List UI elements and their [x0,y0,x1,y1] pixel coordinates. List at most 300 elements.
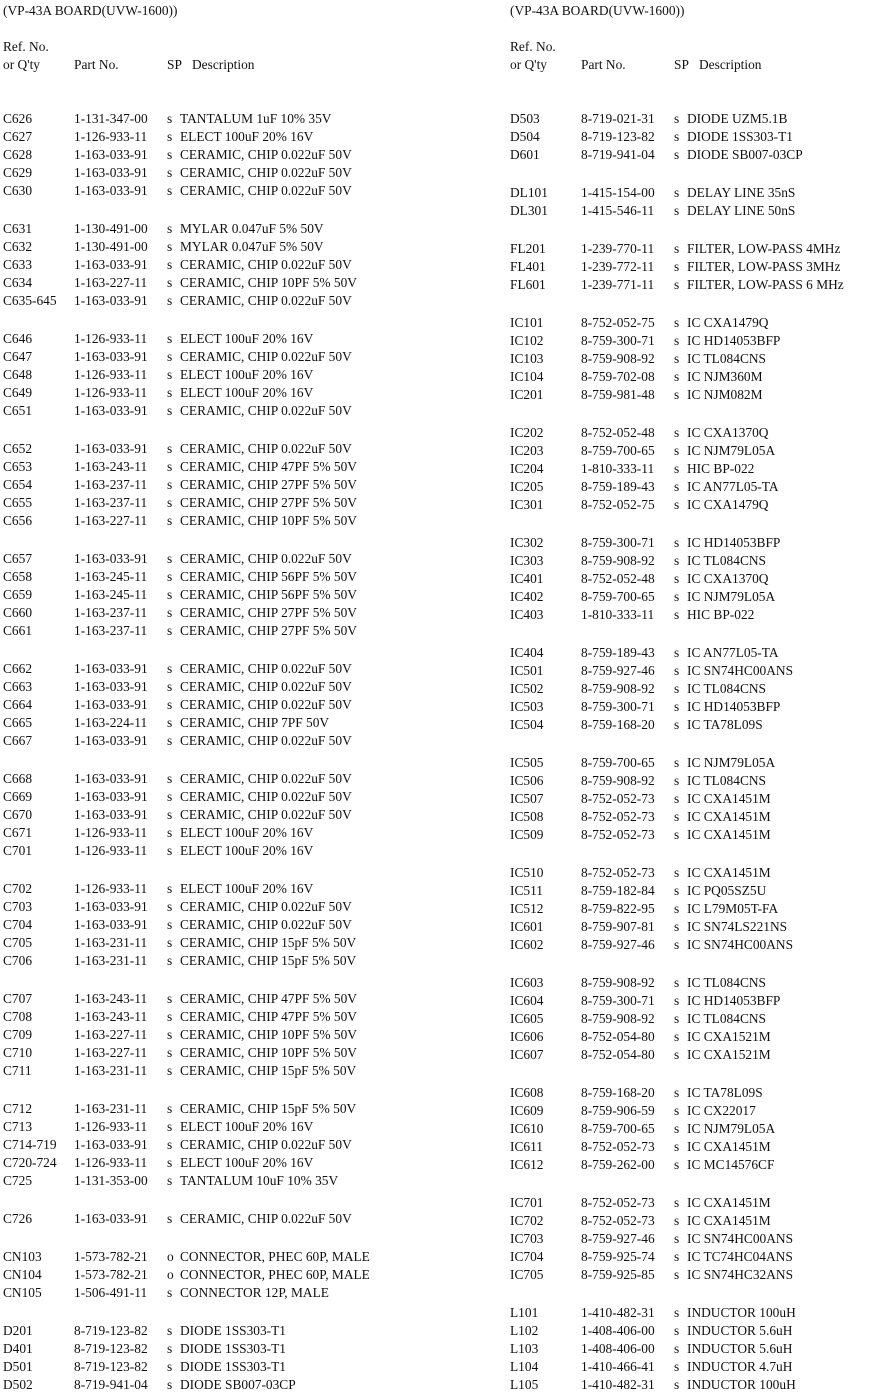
sp-code: s [167,771,173,786]
description: INDUCTOR 5.6uH [687,1323,793,1338]
description: CERAMIC, CHIP 27PF 5% 50V [180,623,357,638]
ref-no: IC103 [510,351,544,366]
ref-no: IC104 [510,369,544,384]
description: IC CXA1451M [687,827,771,842]
sp-code: s [674,1305,680,1320]
part-row [510,460,878,478]
ref-no: C725 [3,1173,33,1188]
sp-code: s [674,681,680,696]
part-row [510,680,878,698]
part-no: 8-759-822-95 [581,901,655,916]
part-no: 8-759-168-20 [581,717,655,732]
part-no: 1-163-033-91 [74,807,148,822]
part-row [3,1026,423,1044]
description: INDUCTOR 5.6uH [687,1341,793,1356]
part-no: 1-131-347-00 [74,111,148,126]
sp-code: s [167,697,173,712]
sp-code: s [674,1157,680,1172]
sp-code: s [167,441,173,456]
description: CERAMIC, CHIP 27PF 5% 50V [180,477,357,492]
part-row [510,644,878,662]
sp-code: s [674,937,680,952]
ref-no: IC601 [510,919,544,934]
ref-no: IC607 [510,1047,544,1062]
part-row [3,770,423,788]
sp-code: s [674,755,680,770]
part-no: 1-408-406-00 [581,1341,655,1356]
ref-no: L101 [510,1305,539,1320]
ref-no: C720-724 [3,1155,57,1170]
description: IC MC14576CF [687,1157,775,1172]
part-no: 8-759-168-20 [581,1085,655,1100]
description: IC NJM79L05A [687,755,776,770]
part-row [510,350,878,368]
sp-code: s [674,1121,680,1136]
sp-code: s [167,881,173,896]
sp-code: s [674,535,680,550]
ref-no: C633 [3,257,33,272]
sp-code: s [167,825,173,840]
part-row [510,1028,878,1046]
ref-no: C651 [3,403,33,418]
part-no: 8-752-054-80 [581,1029,655,1044]
part-row [3,1118,423,1136]
part-no: 1-415-546-11 [581,203,655,218]
part-row [3,182,423,200]
part-no: 1-126-933-11 [74,129,148,144]
ref-no: C706 [3,953,33,968]
part-no: 1-163-227-11 [74,513,148,528]
part-row [3,1136,423,1154]
part-row [3,1358,423,1376]
part-row [3,1008,423,1026]
ref-no: C646 [3,331,33,346]
part-row [3,476,423,494]
part-no: 1-163-033-91 [74,679,148,694]
part-row [3,622,423,640]
sp-code: s [674,553,680,568]
ref-no: C632 [3,239,33,254]
board-title: (VP-43A BOARD(UVW-1600)) [510,3,685,18]
sp-code: s [167,111,173,126]
ref-no: C631 [3,221,33,236]
ref-no: C649 [3,385,33,400]
description: CERAMIC, CHIP 0.022uF 50V [180,917,352,932]
ref-no: IC201 [510,387,544,402]
description: CERAMIC, CHIP 10PF 5% 50V [180,1045,357,1060]
part-no: 8-759-927-46 [581,937,655,952]
sp-code: s [167,1377,173,1392]
description: IC CXA1451M [687,1195,771,1210]
ref-no: IC501 [510,663,544,678]
part-no: 1-163-033-91 [74,183,148,198]
description: CERAMIC, CHIP 10PF 5% 50V [180,1027,357,1042]
ref-no: D501 [3,1359,33,1374]
description: MYLAR 0.047uF 5% 50V [180,239,324,254]
part-no: 1-163-033-91 [74,147,148,162]
ref-no: C701 [3,843,33,858]
part-no: 1-163-227-11 [74,1045,148,1060]
ref-no: IC401 [510,571,544,586]
sp-code: s [674,425,680,440]
ref-no: IC612 [510,1157,544,1172]
part-row [510,1156,878,1174]
part-no: 8-759-262-00 [581,1157,655,1172]
part-no: 1-130-491-00 [74,239,148,254]
part-no: 8-759-300-71 [581,993,655,1008]
sp-code: s [674,461,680,476]
sp-code: s [674,1139,680,1154]
sp-code: s [167,917,173,932]
part-no: 1-163-033-91 [74,403,148,418]
description: ELECT 100uF 20% 16V [180,385,314,400]
description: IC CX22017 [687,1103,756,1118]
part-row [510,1230,878,1248]
sp-code: s [674,919,680,934]
header-sp: SP [167,57,182,72]
description: DIODE SB007-03CP [180,1377,296,1392]
part-no: 8-752-052-73 [581,1195,655,1210]
part-no: 1-410-466-41 [581,1359,655,1374]
sp-code: s [674,277,680,292]
ref-no: C714-719 [3,1137,57,1152]
part-no: 8-752-052-73 [581,791,655,806]
sp-code: s [674,1377,680,1392]
part-no: 1-573-782-21 [74,1249,148,1264]
part-row [3,1266,423,1284]
sp-code: s [167,1359,173,1374]
ref-no: C662 [3,661,33,676]
part-row [3,898,423,916]
part-row [3,330,423,348]
description: CERAMIC, CHIP 0.022uF 50V [180,349,352,364]
description: IC CXA1479Q [687,315,769,330]
sp-code: s [167,1137,173,1152]
part-no: 1-163-243-11 [74,459,148,474]
description: CERAMIC, CHIP 7PF 50V [180,715,330,730]
ref-no: C705 [3,935,33,950]
sp-code: s [167,679,173,694]
ref-no: D502 [3,1377,33,1392]
part-no: 1-163-243-11 [74,991,148,1006]
ref-no: IC702 [510,1213,544,1228]
part-row [510,698,878,716]
description: IC SN74HC00ANS [687,1231,794,1246]
sp-code: s [167,789,173,804]
part-row [510,1322,878,1340]
sp-code: s [674,1085,680,1100]
sp-code: s [674,663,680,678]
sp-code: s [674,315,680,330]
ref-no: IC602 [510,937,544,952]
part-row [3,916,423,934]
description: IC TA78L09S [687,1085,763,1100]
description: IC CXA1521M [687,1029,771,1044]
part-no: 1-163-033-91 [74,771,148,786]
sp-code: s [674,203,680,218]
sp-code: s [167,349,173,364]
sp-code: s [674,185,680,200]
description: CERAMIC, CHIP 15pF 5% 50V [180,1063,357,1078]
ref-no: C712 [3,1101,33,1116]
part-no: 8-759-700-65 [581,589,655,604]
part-row [3,402,423,420]
part-row [3,550,423,568]
description: IC CXA1370Q [687,571,769,586]
description: IC CXA1521M [687,1047,771,1062]
part-no: 1-810-333-11 [581,607,655,622]
part-row [510,478,878,496]
description: IC SN74HC00ANS [687,937,794,952]
ref-no: IC701 [510,1195,544,1210]
part-no: 1-239-770-11 [581,241,655,256]
part-row [510,184,878,202]
description: IC PQ05SZ5U [687,883,767,898]
part-row [510,368,878,386]
part-row [510,332,878,350]
description: DIODE 1SS303-T1 [180,1341,287,1356]
sp-code: s [674,443,680,458]
part-no: 1-126-933-11 [74,825,148,840]
ref-no: C627 [3,129,33,144]
part-no: 1-163-033-91 [74,165,148,180]
sp-code: s [167,165,173,180]
description: IC CXA1451M [687,1213,771,1228]
part-no: 1-810-333-11 [581,461,655,476]
sp-code: o [167,1249,174,1264]
part-row [510,754,878,772]
description: IC CXA1451M [687,865,771,880]
description: IC NJM79L05A [687,589,776,604]
part-no: 8-759-908-92 [581,351,655,366]
part-row [3,1248,423,1266]
part-no: 1-126-933-11 [74,1119,148,1134]
part-no: 1-163-231-11 [74,1063,148,1078]
sp-code: s [167,293,173,308]
sp-code: s [674,1103,680,1118]
part-row [510,974,878,992]
sp-code: s [674,865,680,880]
description: IC TL084CNS [687,553,766,568]
sp-code: s [167,459,173,474]
part-no: 1-130-491-00 [74,221,148,236]
sp-code: s [674,1011,680,1026]
description: IC SN74HC00ANS [687,663,794,678]
description: IC TL084CNS [687,773,766,788]
part-no: 8-752-052-48 [581,425,655,440]
part-no: 8-759-702-08 [581,369,655,384]
sp-code: s [167,551,173,566]
sp-code: s [167,331,173,346]
sp-code: s [674,589,680,604]
description: IC NJM082M [687,387,763,402]
part-row [510,882,878,900]
sp-code: s [167,733,173,748]
ref-no: C704 [3,917,33,932]
part-row [510,716,878,734]
ref-no: IC504 [510,717,544,732]
part-row [510,1266,878,1284]
sp-code: s [674,1213,680,1228]
description: CERAMIC, CHIP 0.022uF 50V [180,899,352,914]
part-row [510,1248,878,1266]
part-no: 1-163-243-11 [74,1009,148,1024]
part-row [3,110,423,128]
part-row [510,662,878,680]
ref-no: C629 [3,165,33,180]
part-no: 1-131-353-00 [74,1173,148,1188]
description: CERAMIC, CHIP 0.022uF 50V [180,165,352,180]
description: DIODE 1SS303-T1 [180,1323,287,1338]
sp-code: s [674,645,680,660]
sp-code: s [167,275,173,290]
ref-no: IC603 [510,975,544,990]
ref-no: C652 [3,441,33,456]
part-row [510,826,878,844]
part-row [510,552,878,570]
header-or-qty: or Q'ty [510,57,548,72]
description: IC TC74HC04ANS [687,1249,793,1264]
part-row [510,1212,878,1230]
part-no: 1-163-033-91 [74,349,148,364]
sp-code: s [167,1211,173,1226]
ref-no: C628 [3,147,33,162]
sp-code: s [674,809,680,824]
description: CERAMIC, CHIP 0.022uF 50V [180,661,352,676]
description: IC CXA1451M [687,809,771,824]
description: TANTALUM 1uF 10% 35V [180,111,332,126]
sp-code: s [674,791,680,806]
description: INDUCTOR 100uH [687,1377,796,1392]
sp-code: s [167,1009,173,1024]
part-row [3,1062,423,1080]
part-row [3,934,423,952]
sp-code: s [167,661,173,676]
sp-code: s [674,699,680,714]
ref-no: C648 [3,367,33,382]
description: IC AN77L05-TA [687,645,779,660]
part-row [3,384,423,402]
description: ELECT 100uF 20% 16V [180,367,314,382]
description: ELECT 100uF 20% 16V [180,1155,314,1170]
sp-code: s [167,1045,173,1060]
description: FILTER, LOW-PASS 4MHz [687,241,841,256]
board-title: (VP-43A BOARD(UVW-1600)) [3,3,178,18]
sp-code: s [674,1249,680,1264]
part-no: 8-759-925-85 [581,1267,655,1282]
ref-no: L105 [510,1377,539,1392]
sp-code: s [167,129,173,144]
sp-code: s [674,1267,680,1282]
part-row [510,202,878,220]
sp-code: s [674,479,680,494]
part-row [510,442,878,460]
part-row [510,1138,878,1156]
description: IC TL084CNS [687,975,766,990]
part-no: 8-759-700-65 [581,443,655,458]
part-no: 8-759-300-71 [581,535,655,550]
part-no: 1-126-933-11 [74,331,148,346]
sp-code: s [167,569,173,584]
part-row [3,678,423,696]
sp-code: s [167,623,173,638]
part-no: 1-163-033-91 [74,551,148,566]
description: HIC BP-022 [687,607,755,622]
part-row [510,588,878,606]
sp-code: s [167,935,173,950]
ref-no: C635-645 [3,293,57,308]
ref-no: D504 [510,129,540,144]
ref-no: IC302 [510,535,544,550]
part-no: 8-759-908-92 [581,553,655,568]
part-no: 8-752-052-73 [581,827,655,842]
description: IC AN77L05-TA [687,479,779,494]
part-row [3,842,423,860]
description: CERAMIC, CHIP 0.022uF 50V [180,733,352,748]
ref-no: CN103 [3,1249,42,1264]
part-row [510,1046,878,1064]
description: CONNECTOR 12P, MALE [180,1285,329,1300]
ref-no: IC512 [510,901,544,916]
part-no: 1-126-933-11 [74,367,148,382]
part-no: 8-752-052-75 [581,497,655,512]
part-no: 8-752-054-80 [581,1047,655,1062]
ref-no: IC703 [510,1231,544,1246]
description: CONNECTOR, PHEC 60P, MALE [180,1267,370,1282]
part-row [3,732,423,750]
description: IC HD14053BFP [687,993,781,1008]
part-row [510,1194,878,1212]
sp-code: s [674,241,680,256]
description: DIODE 1SS303-T1 [180,1359,287,1374]
part-no: 1-163-033-91 [74,789,148,804]
ref-no: C659 [3,587,33,602]
part-no: 8-759-981-48 [581,387,655,402]
part-row [3,824,423,842]
description: CERAMIC, CHIP 47PF 5% 50V [180,1009,357,1024]
ref-no: IC510 [510,865,544,880]
ref-no: IC606 [510,1029,544,1044]
part-row [510,1010,878,1028]
description: DIODE 1SS303-T1 [687,129,794,144]
part-no: 1-415-154-00 [581,185,655,200]
description: IC CXA1479Q [687,497,769,512]
part-row [3,164,423,182]
sp-code: s [167,807,173,822]
ref-no: C647 [3,349,33,364]
sp-code: s [674,607,680,622]
ref-no: C634 [3,275,33,290]
description: CERAMIC, CHIP 15pF 5% 50V [180,953,357,968]
ref-no: IC402 [510,589,544,604]
part-row [3,660,423,678]
description: ELECT 100uF 20% 16V [180,881,314,896]
part-row [510,240,878,258]
part-row [3,220,423,238]
part-no: 8-759-300-71 [581,333,655,348]
part-row [3,788,423,806]
part-row [510,496,878,514]
description: CERAMIC, CHIP 0.022uF 50V [180,679,352,694]
sp-code: s [167,183,173,198]
part-no: 1-163-033-91 [74,441,148,456]
ref-no: CN104 [3,1267,42,1282]
description: IC TL084CNS [687,1011,766,1026]
sp-code: s [674,827,680,842]
ref-no: IC301 [510,497,544,512]
sp-code: s [167,257,173,272]
part-row [510,128,878,146]
